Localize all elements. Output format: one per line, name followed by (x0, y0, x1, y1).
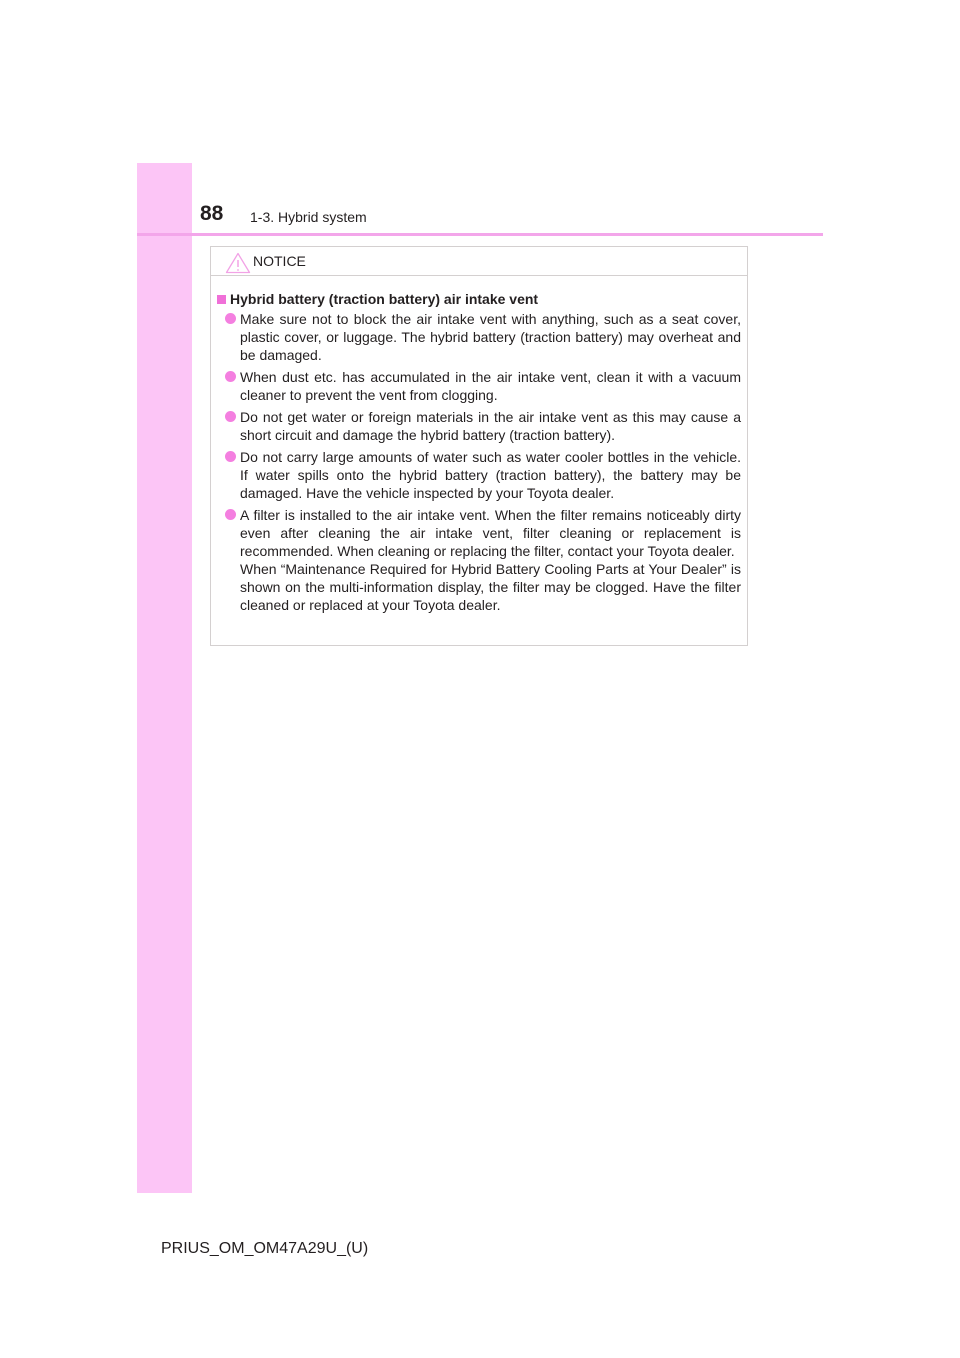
page-number: 88 (200, 202, 224, 225)
list-item-text: When dust etc. has accumulated in the air intake vent, clean it with a vacuum cleaner to prevent the vent from clogging. (240, 369, 741, 403)
list-item-text: Make sure not to block the air intake vent with anything, such as a seat cover, plastic cover, or luggage. The hybrid battery (traction battery) may overheat and be damaged. (240, 311, 741, 363)
circle-bullet-icon (225, 509, 236, 520)
square-bullet-icon (217, 295, 226, 304)
list-item (217, 506, 741, 614)
warning-triangle-icon (225, 252, 251, 274)
topic-heading (217, 290, 741, 308)
list-item-text: Do not get water or foreign materials in the air intake vent as this may cause a short circuit and damage the hybrid battery (traction battery). (240, 409, 741, 443)
list-item-text: Do not carry large amounts of water such as water cooler bottles in the vehicle. If water spills onto the hybrid battery (traction battery), the battery may be damaged. Have the vehicle inspected by your Toyota dealer. (240, 449, 741, 501)
list-item-continuation: When “Maintenance Required for Hybrid Battery Cooling Parts at Your Dealer” is shown on the multi-information display, the filter may be clogged. Have the filter cleaned or replaced at your Toyota dealer. (240, 561, 741, 613)
list-item (217, 368, 741, 404)
notice-body (211, 276, 747, 614)
notice-header (211, 247, 747, 276)
list-item (217, 408, 741, 444)
circle-bullet-icon (225, 451, 236, 462)
header-rule (137, 233, 823, 236)
list-item-text: A filter is installed to the air intake vent. When the filter remains noticeably dirty even after cleaning the air intake vent, filter cleaning or replacement is recommended. When cleaning or replacing the filter, contact your Toyota dealer. (240, 507, 741, 559)
side-band (137, 163, 192, 1193)
footer-document-code: PRIUS_OM_OM47A29U_(U) (161, 1240, 369, 1257)
notice-box (210, 246, 748, 646)
list-item (217, 448, 741, 502)
topic-title: Hybrid battery (traction battery) air intake vent (230, 291, 539, 307)
section-title: 1-3. Hybrid system (250, 209, 367, 225)
circle-bullet-icon (225, 313, 236, 324)
list-item (217, 310, 741, 364)
circle-bullet-icon (225, 371, 236, 382)
notice-label: NOTICE (253, 253, 306, 269)
circle-bullet-icon (225, 411, 236, 422)
